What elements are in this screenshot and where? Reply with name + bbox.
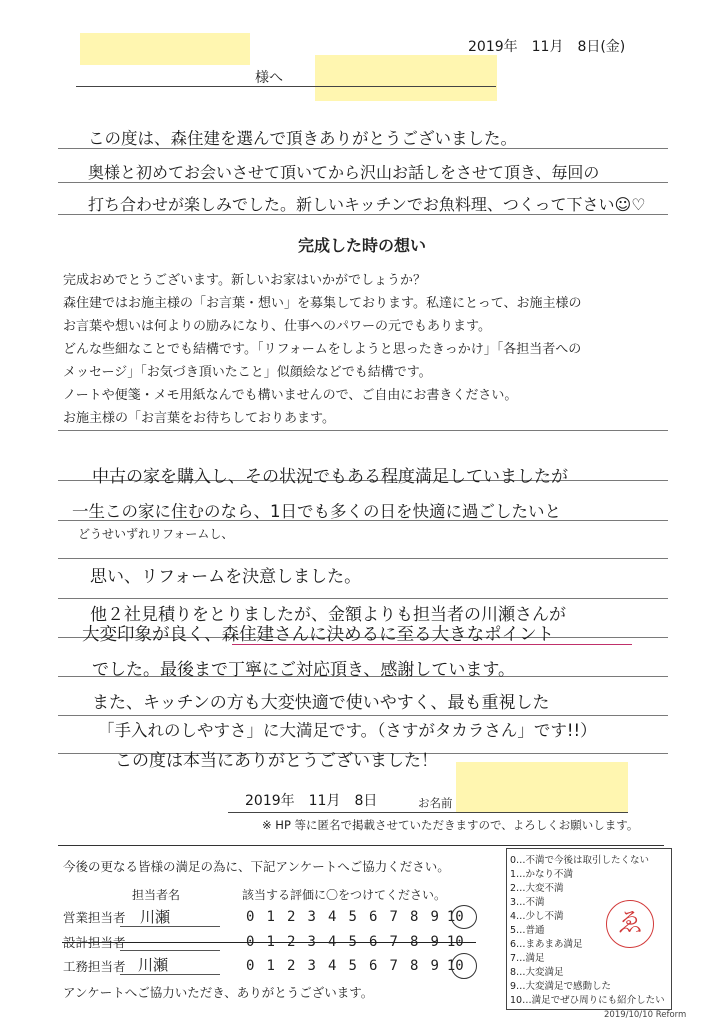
survey-staff-name: 川瀬 bbox=[140, 908, 171, 926]
rating-option[interactable]: 8 bbox=[410, 958, 419, 974]
signature-date: 2019年 11月 8日 bbox=[245, 793, 378, 809]
legend-item: 4…少し不満 bbox=[510, 911, 564, 922]
survey-thanks: アンケートへご協力いただき、ありがとうございます。 bbox=[63, 985, 374, 1000]
rating-option[interactable]: 2 bbox=[287, 909, 296, 925]
legend-item: 6…まあまあ満足 bbox=[510, 939, 583, 950]
rating-option[interactable]: 7 bbox=[389, 958, 398, 974]
ruled-line bbox=[58, 430, 668, 431]
red-stamp-icon bbox=[606, 900, 654, 948]
rating-option[interactable]: 7 bbox=[389, 934, 398, 950]
legend-item: 5…普通 bbox=[510, 925, 545, 936]
name-underline bbox=[120, 974, 220, 975]
customer-message-line: 一生この家に住むのなら、1日でも多くの日を快適に過ごしたいと bbox=[72, 502, 561, 521]
rating-option[interactable]: 5 bbox=[348, 909, 357, 925]
col-rating-header: 該当する評価に〇をつけてください。 bbox=[242, 888, 447, 902]
ruled-line bbox=[58, 715, 668, 716]
signature-line bbox=[228, 812, 628, 813]
staff-message-line: この度は、森住建を選んで頂きありがとうございました。 bbox=[88, 129, 517, 148]
rating-option[interactable]: 8 bbox=[410, 909, 419, 925]
rating-option[interactable]: 3 bbox=[307, 958, 316, 974]
customer-message-line: この度は本当にありがとうございました！ bbox=[115, 751, 438, 771]
redacted-recipient-box bbox=[80, 33, 250, 65]
rating-option[interactable]: 3 bbox=[307, 909, 316, 925]
rating-option[interactable]: 2 bbox=[287, 958, 296, 974]
customer-message-line: また、キッチンの方も大変快適で使いやすく、最も重視した bbox=[92, 693, 550, 713]
customer-message-line: 「手入れのしやすさ」に大満足です。（さすがタカラさん」です!!） bbox=[98, 721, 597, 740]
selected-rating-circle bbox=[451, 953, 477, 979]
rating-option[interactable]: 5 bbox=[348, 934, 357, 950]
footer-code: 2019/10/10 Reform bbox=[604, 1010, 687, 1020]
redacted-name-box bbox=[456, 762, 628, 812]
rating-option[interactable]: 2 bbox=[287, 934, 296, 950]
survey-role-design: 設計担当者 bbox=[63, 935, 126, 950]
rating-option[interactable]: 10 bbox=[446, 958, 464, 974]
col-staff-header: 担当者名 bbox=[132, 888, 181, 902]
rating-option[interactable]: 6 bbox=[369, 909, 378, 925]
survey-intro: 今後の更なる皆様の満足の為に、下記アンケートへご協力ください。 bbox=[63, 859, 450, 874]
selected-rating-circle bbox=[451, 905, 477, 929]
ruled-line bbox=[58, 558, 668, 559]
rating-option[interactable]: 1 bbox=[266, 934, 275, 950]
name-underline bbox=[120, 950, 220, 951]
survey-role-sales: 営業担当者 bbox=[63, 910, 126, 925]
rating-option[interactable]: 5 bbox=[348, 958, 357, 974]
rating-option[interactable]: 10 bbox=[446, 909, 464, 925]
rating-option[interactable]: 9 bbox=[430, 909, 439, 925]
customer-message-line: 思い、リフォームを決意しました。 bbox=[90, 567, 362, 587]
intro-line: お言葉や想いは何よりの励みになり、仕事へのパワーの元でもあります。 bbox=[63, 319, 491, 334]
underline-emphasis bbox=[232, 644, 632, 645]
rating-option[interactable]: 0 bbox=[246, 958, 255, 974]
legend-item: 1…かなり不満 bbox=[510, 869, 574, 880]
rating-scale bbox=[240, 958, 466, 974]
section-title: 完成した時の想い bbox=[297, 236, 426, 255]
rating-option[interactable]: 7 bbox=[389, 909, 398, 925]
customer-message-line: どうせいずれリフォームし、 bbox=[78, 527, 234, 541]
intro-line: ノートや便箋・メモ用紙なんでも構いませんので、ご自由にお書きください。 bbox=[63, 388, 518, 403]
survey-staff-name: 川瀬 bbox=[138, 956, 169, 974]
rating-option[interactable]: 0 bbox=[246, 934, 255, 950]
intro-line: メッセージ」「お気づき頂いたこと」似顔絵などでも結構です。 bbox=[63, 365, 432, 380]
intro-line: どんな些細なことでも結構です。「リフォームをしようと思ったきっかけ」「各担当者への bbox=[63, 342, 582, 357]
rating-option[interactable]: 6 bbox=[369, 934, 378, 950]
legend-item: 9…大変満足で感動した bbox=[510, 981, 612, 992]
rating-option[interactable]: 4 bbox=[328, 958, 337, 974]
legend-item: 0…不満で今後は取引したくない bbox=[510, 855, 650, 866]
customer-message-line: 中古の家を購入し、その状況でもある程度満足していましたが bbox=[92, 467, 568, 487]
rating-option[interactable]: 1 bbox=[266, 958, 275, 974]
rating-option[interactable]: 4 bbox=[328, 909, 337, 925]
rating-option[interactable]: 0 bbox=[246, 909, 255, 925]
rating-option[interactable]: 9 bbox=[430, 934, 439, 950]
rating-scale bbox=[240, 909, 466, 925]
rating-option[interactable]: 4 bbox=[328, 934, 337, 950]
survey-role-construction: 工務担当者 bbox=[63, 959, 126, 974]
intro-line: お施主様の「お言葉をお待ちしておりあます。 bbox=[63, 411, 335, 426]
rating-option[interactable]: 8 bbox=[410, 934, 419, 950]
rating-option[interactable]: 10 bbox=[446, 934, 464, 950]
customer-message-line: でした。最後まで丁寧にご対応頂き、感謝しています。 bbox=[92, 660, 515, 680]
handwritten-date: 2019年 11月 8日(金) bbox=[468, 39, 626, 55]
recipient-underline bbox=[76, 86, 496, 87]
legend-item: 7…満足 bbox=[510, 953, 545, 964]
staff-message-line: 奥様と初めてお会いさせて頂いてから沢山お話しをさせて頂き、毎回の bbox=[88, 163, 600, 182]
strike-line bbox=[62, 942, 476, 943]
staff-message-line: 打ち合わせが楽しみでした。新しいキッチンでお魚料理、つくって下さい☺♡ bbox=[88, 195, 646, 214]
redacted-recipient-box bbox=[315, 55, 497, 101]
legend-item: 2…大変不満 bbox=[510, 883, 564, 894]
legend-item: 10…満足でぜひ周りにも紹介したい bbox=[510, 995, 665, 1006]
name-label: お名前 bbox=[418, 796, 453, 810]
recipient-suffix: 様へ bbox=[255, 70, 283, 86]
name-underline bbox=[120, 926, 220, 927]
customer-message-line: 大変印象が良く、森住建さんに決めるに至る大きなポイント bbox=[82, 625, 555, 645]
rating-option[interactable]: 6 bbox=[369, 958, 378, 974]
rating-option[interactable]: 3 bbox=[307, 934, 316, 950]
notice: ※ HP 等に匿名で掲載させていただきますので、よろしくお願いします。 bbox=[262, 818, 639, 832]
stamp-glyph: ゑ bbox=[616, 908, 643, 938]
legend-item: 8…大変満足 bbox=[510, 967, 564, 978]
section-divider bbox=[58, 845, 664, 846]
customer-message-line: 他２社見積りをとりましたが、金額よりも担当者の川瀬さんが bbox=[90, 605, 566, 625]
ruled-line bbox=[58, 598, 668, 599]
intro-line: 完成おめでとうございます。新しいお家はいかがでしょうか？ bbox=[63, 273, 426, 288]
intro-line: 森住建ではお施主様の「お言葉・想い」を募集しております。私達にとって、お施主様の bbox=[63, 296, 582, 311]
rating-option[interactable]: 1 bbox=[266, 909, 275, 925]
rating-option[interactable]: 9 bbox=[430, 958, 439, 974]
legend-item: 3…不満 bbox=[510, 897, 545, 908]
